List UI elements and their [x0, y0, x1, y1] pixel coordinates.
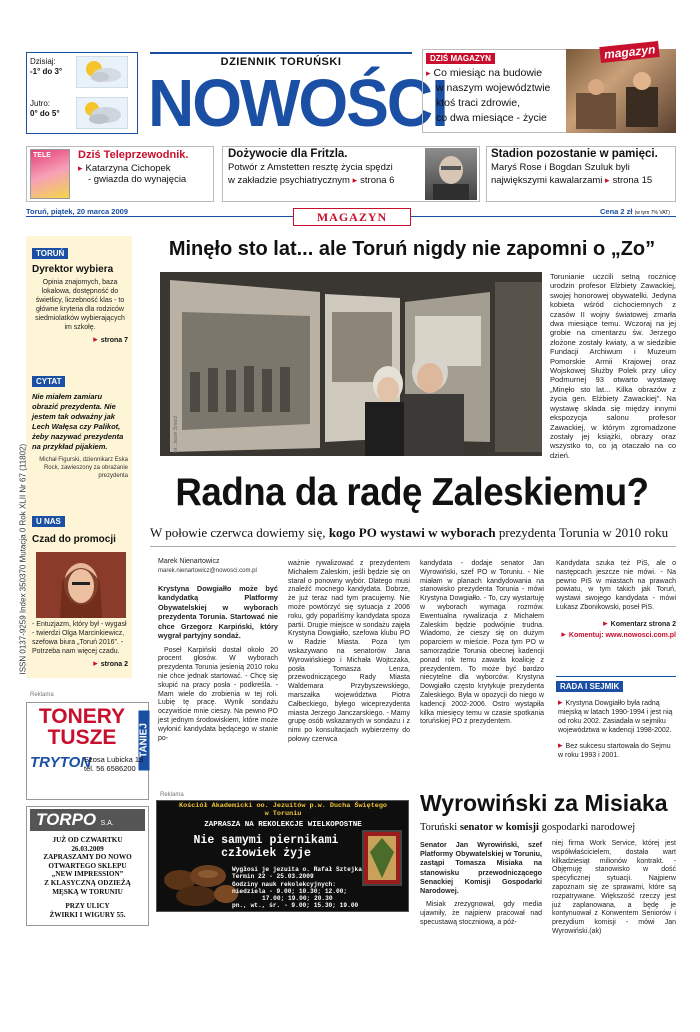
main-lead: Krystyna Dowgiałło może być kandydatką Platformy Obywatelskiej w wyborach prezydenta Torunia. Startować nie chce Grzegorz Karpiński, który wygrał partyjny sondaż.: [158, 583, 278, 641]
sidebar-tag-unas: U NAS: [32, 516, 65, 527]
torpo-line: ŻWIRKI I WIGURY 55.: [49, 910, 126, 919]
church-head-line: w Toruniu: [264, 810, 302, 818]
tryton-addr: Szosa Lubicka 13: [84, 755, 144, 764]
church-motto-line: Nie samymi piernikami: [193, 834, 339, 847]
masthead-title[interactable]: NOWOŚCI: [148, 65, 447, 141]
olga-photo: [36, 552, 126, 618]
feature-photo: [160, 272, 542, 456]
price: [600, 207, 670, 216]
section-banner[interactable]: MAGAZYN: [293, 208, 411, 226]
church-info-line: Termin 22 - 25.03.2009: [232, 873, 314, 881]
teaser-line: Potwór z Amstetten resztę życia spędzi: [228, 162, 393, 173]
sidebar-tag-torun: TORUŃ: [32, 248, 68, 259]
senate-headline[interactable]: Wyrowiński za Misiaka: [420, 790, 668, 816]
teaser-line: największymi kawalarzami: [491, 175, 603, 186]
main-col1: Poseł Karpiński dostał około 20 procent głosów. W wyborach prezydenta Torunia jesienią 2010 roku nie chce jednak startować. - Chcę się skupić na pracy posła - podkreśla. - Mam wiele do zrobienia w tej roli. Lubię tę pracę. Wynik sondażu oczywiście mnie cieszy. Na pewno PO jest jednym środowiskiem, które może wyłonić kandydata będącego w stanie po-: [158, 646, 278, 742]
senate-deck-bold: senator w komisji: [459, 822, 539, 833]
rada-tag: RADA I SEJMIK: [556, 681, 623, 692]
senate-col1: Misiak zrezygnował, gdy media ujawniły, że najpierw pracował nad specustawą stoczniową, a póź-: [420, 901, 542, 926]
tryton-brand: TRYTON: [30, 754, 92, 771]
church-info-line: niedziela - 9.00; 10.30; 12.00;: [232, 887, 348, 895]
senate-deck: [420, 822, 676, 833]
main-deck-post: prezydenta Torunia w 2010 roku: [495, 525, 669, 540]
church-motto: [166, 834, 366, 860]
magazine-label: magazyn: [599, 41, 660, 63]
main-deck-pre: W połowie czerwca dowiemy się,: [150, 525, 329, 540]
main-deck: [150, 525, 676, 541]
senate-col2: niej firma Work Service, której jest współwłaścicielem, dostała wart kilkadziesiąt milionów kontrakt. - Objęmuję stanowisko w dość specyficznej sytuacji. Najpierw zapoznam się ze sprawami, które są rozpatrywane. Większość rzeczy jest już zaplanowana, a będę je kontynuował z Konwentem Seniorów i prezydium komisji - mówi Jan Wyrowiński.(ak): [552, 840, 676, 935]
weather-today-label: Dzisiaj:: [30, 57, 56, 66]
magazine-cover[interactable]: [566, 49, 676, 133]
toner-line: TONERY: [38, 705, 126, 728]
torpo-line: OTWARTEGO SKLEPU: [48, 861, 127, 870]
church-info: [232, 866, 382, 910]
church-info-line: 17.00; 19.00; 20.30: [262, 895, 333, 903]
cloud-sun-icon: [76, 97, 128, 129]
church-info-line: Wygłosi je jezuita o. Rafał Sztejka: [232, 866, 362, 873]
teaser-title[interactable]: Dożywocie dla Fritzla.: [228, 148, 348, 160]
promo-lines: [426, 66, 550, 126]
torpo-brand: TORPO: [36, 810, 97, 829]
toner-headline: [28, 706, 136, 748]
promo-line: ▸ Co miesiąc na budowie: [426, 66, 550, 81]
ad-label: Reklama: [160, 792, 184, 798]
teaser-line: ▸ Katarzyna Cichopek: [78, 163, 188, 174]
torpo-logo: [30, 809, 145, 831]
church-info-line: Godziny nauk rekolekcyjnych:: [232, 880, 336, 888]
sidebar-title[interactable]: Czad do promocji: [32, 534, 116, 545]
church-head-line: Kościół Akademicki oo. Jezuitów p.w. Ducha Świętego: [178, 802, 388, 810]
main-headline[interactable]: Radna da radę Zaleskiemu?: [175, 471, 649, 514]
ad-label: Reklama: [30, 692, 54, 698]
senate-lead: Senator Jan Wyrowiński, szef Platformy Obywatelskiej w Toruniu, zastąpi Tomasza Misiaka na stanowisku przewodniczącego Senackiej Komisji Gospodarki Narodowej.: [420, 840, 542, 896]
torpo-line: Z KLASYCZNĄ ODZIEŻĄ: [44, 878, 131, 887]
masthead-rule: [150, 52, 412, 54]
rada-rule: [556, 676, 676, 677]
masthead-subtitle: DZIENNIK TORUŃSKI: [220, 56, 342, 68]
main-deck-bold: kogo PO wystawi w wyborach: [328, 525, 496, 540]
torpo-line: MĘSKĄ W TORUNIU: [52, 887, 123, 896]
tryton-contact: [84, 755, 143, 773]
tv-guide-cover: TELE: [30, 149, 70, 199]
church-invite: ZAPRASZA NA REKOLEKCJE WIELKOPOSTNE: [204, 821, 362, 829]
quote-text: Nie miałem zamiaru obrazić prezydenta. Nie jestem tak odważny jak Lech Wałęsa czy Palikot, żeby nazywać prezydenta na przykład pijakiem.: [32, 392, 124, 451]
teaser-line: Maryś Rose i Bogdan Szuluk byli: [491, 162, 630, 173]
tryton-logo: [30, 754, 91, 772]
comments-web[interactable]: ▸ Komentuj: www.nowosci.com.pl: [556, 630, 676, 641]
weather-tomorrow-label: Jutro:: [30, 99, 51, 108]
torpo-line: PRZY ULICY: [65, 902, 110, 911]
church-info-line: pn., wt., śr. - 9.00; 15.30; 19.00: [232, 902, 359, 910]
teaser-title[interactable]: Stadion pozostanie w pamięci.: [491, 148, 658, 160]
church-head: [158, 802, 408, 818]
weather-today: [30, 57, 62, 77]
sidebar-ref[interactable]: ▸ strona 2: [32, 658, 128, 669]
dateline-date: Toruń, piątek, 20 marca 2009: [26, 207, 128, 216]
sidebar-title[interactable]: Dyrektor wybiera: [32, 264, 114, 275]
sun-cloud-icon: [76, 56, 128, 88]
senate-deck-post: gospodarki narodowej: [538, 822, 636, 833]
sidebar-ref[interactable]: ▸ strona 7: [32, 334, 128, 345]
comments-ref[interactable]: ▸ Komentarz strona 2: [556, 619, 676, 630]
promo-line: ktoś traci zdrowie,: [436, 97, 521, 109]
main-col2: ważnie rywalizować z prezydentem Michałem Zaleskim, jeśli będzie się on starał o ponowny wybór. Dlatego musi znaleźć mocnego kandydata. Dobrze, że już teraz nad tym pracujemy. Nie może powtórzyć się sytuacja z 2006 roku, gdy poparliśmy kandydata spoza partii. Drugie miejsce w sondażu zajęła Krystyna Dowgiałło, szefowa klubu PO w Radzie Miasta. Poza tym wskazywano na senatorów Jana Wyrowińskiego i Michała Wojtczaka, posła Tomasza Lenza, przewodniczącego Rady Miasta Waldemara Przybyszewskiego, marszałka województwa Piotra Całbeckiego, byłego wiceprezydenta miasta Jerzego Janczarskiego. - Mamy grupę osób wskazanych w sondażu i z nimi po konsultacjach wybierzemy do połowy czerwca: [288, 560, 410, 743]
torpo-line: JUŻ OD CZWARTKU: [52, 836, 123, 844]
torpo-line: „NEW IMPRESSION”: [51, 870, 124, 879]
toner-side: TANIEJ: [139, 711, 150, 771]
price-value: Cena 2 zł: [600, 207, 633, 216]
promo-line: co dwa miesiące - życie: [436, 112, 547, 124]
weather-tomorrow: [30, 99, 60, 119]
teaser-ref[interactable]: ▸ strona 6: [353, 175, 395, 186]
feature-headline[interactable]: Minęło sto lat... ale Toruń nigdy nie zapomni o „Zo”: [168, 238, 656, 260]
rada-item: ▸ Krystyna Dowgiałło była radną miejską w latach 1990-1994 i jest nią od roku 2002. Zasiadała w sejmiku województwa w kadencji 1998-2002.: [558, 698, 676, 735]
vat-note: (w tym 7% VAT): [634, 210, 670, 216]
church-motto-line: człowiek żyje: [221, 847, 311, 860]
teaser-line: - gwiazda do wynajęcia: [88, 174, 187, 185]
quote-author: Michał Figurski, dziennikarz Eska Rock, zawieszony za obrażanie prezydenta: [39, 457, 128, 479]
torpo-line: ZAPRASZAMY DO NOWO: [43, 853, 132, 862]
teaser-title[interactable]: Dziś Teleprzewodnik.: [78, 149, 189, 161]
feature-text: Torunianie uczcili setną rocznicę urodzin profesor Elżbiety Zawackiej, swojej honorowej obywatelki. Jedyna kobieta wśród cichociemnych z czasów II wojny światowej zmarła dwa miesiące temu. Wczoraj na jej grobie na cmentarzu św. Jerzego złożone zostały kwiaty, a w siedzibie Fundacji Archiwum i Muzeum Pomorskie Armii Krajowej oraz Wojskowej Służby Polek przy ulicy Podmurnej 93 otwarto wystawę „Minęło sto lat... Kilka obrazów z życia gen. Elżbiety Zawackiej”. Na wystawę składa się między innymi ekspozycja salonu profesor Zawackiej, w którym zgromadzone zostały jej książki, obrazy oraz wszystko to, co ją otaczało na co dzień.: [550, 272, 676, 460]
sidebar-text: - Entuzjazm, który był - wygasł - twierdzi Olga Marcinkiewicz, szefowa biura „Toruń 2016”. - Potrzeba nam więcej czadu.: [32, 621, 127, 655]
promo-tag: DZIŚ MAGAZYN: [426, 53, 495, 64]
main-col4: Kandydata szuka też PiS, ale o następcach jeszcze nie mówi. - Na pewno PiS w miastach na prawach powiatu, w tym takich jak Toruń, wystawi swojego kandydata - mówi Łukasz Zbonikowski, poseł PiS.: [556, 560, 676, 611]
senate-deck-pre: Toruński: [420, 822, 460, 833]
torpo-line: 26.03.2009: [71, 844, 104, 853]
tryton-tel: tel. 56 6586200: [84, 764, 136, 773]
sidebar-text: Opinia znajomych, baza lokalowa, dostępność do świetlicy, liczebność klas - to główne kryteria dla rodziców siedmiolatków wybierających im szkołę.: [35, 279, 125, 331]
promo-line: w naszym województwie: [436, 82, 551, 94]
weather-today-temp: -1° do 3°: [30, 67, 63, 76]
author-email[interactable]: marek.nienartowicz@nowosci.com.pl: [158, 567, 257, 574]
sidebar-tag-cytat: CYTAT: [32, 376, 65, 387]
torpo-text: [28, 836, 147, 919]
teaser-line: w zakładzie psychiatrycznym: [228, 175, 350, 186]
main-col3: kandydata - dodaje senator Jan Wyrowiński, szef PO w Toruniu. - Nie miałam w planach kandydowania na stanowisko prezydenta Torunia - mówi Krystyna Dowgiałło. - To, czy wystartuję w wyborach wymaga rozmów. Ewentualna rywalizacja z Michałem Zaleskim będzie podwójnie trudna. Wiadomo, że cieszy się on dużym poparciem w mieście. Poza tym PO w samorządzie Torunia obecnej kadencji ponad rok temu zawarła koalicję z prezydentem. To może być bardzo niecytelne dla wyborców. Krystyna Dowgiałło często krytykuje prezydenta Zaleskiego. Była w opozycji do niego w kadencji 2002-2006. Ostro wystąpiła kilka miesięcy temu w czasie spotkania toruńskiej PO z prezydentem.: [420, 560, 544, 726]
deck-rule: [150, 546, 676, 547]
author-name: Marek Nienartowicz: [158, 558, 220, 565]
fritzl-photo: [425, 148, 477, 200]
rada-item: ▸ Bez sukcesu startowała do Sejmu w roku 1993 i 2001.: [558, 741, 676, 760]
sidebar-side-text: ISSN 0137-9259 Index 350370 Mutacja 0 Rok XLII Nr 67 (11802): [18, 443, 28, 675]
teaser-ref[interactable]: ▸ strona 15: [605, 175, 652, 186]
photo-credit: fot. Jacek Smarż: [173, 415, 179, 453]
torpo-sa: S.A.: [100, 820, 114, 827]
toner-line: TUSZE: [47, 726, 117, 749]
weather-tomorrow-temp: 0° do 5°: [30, 109, 60, 118]
